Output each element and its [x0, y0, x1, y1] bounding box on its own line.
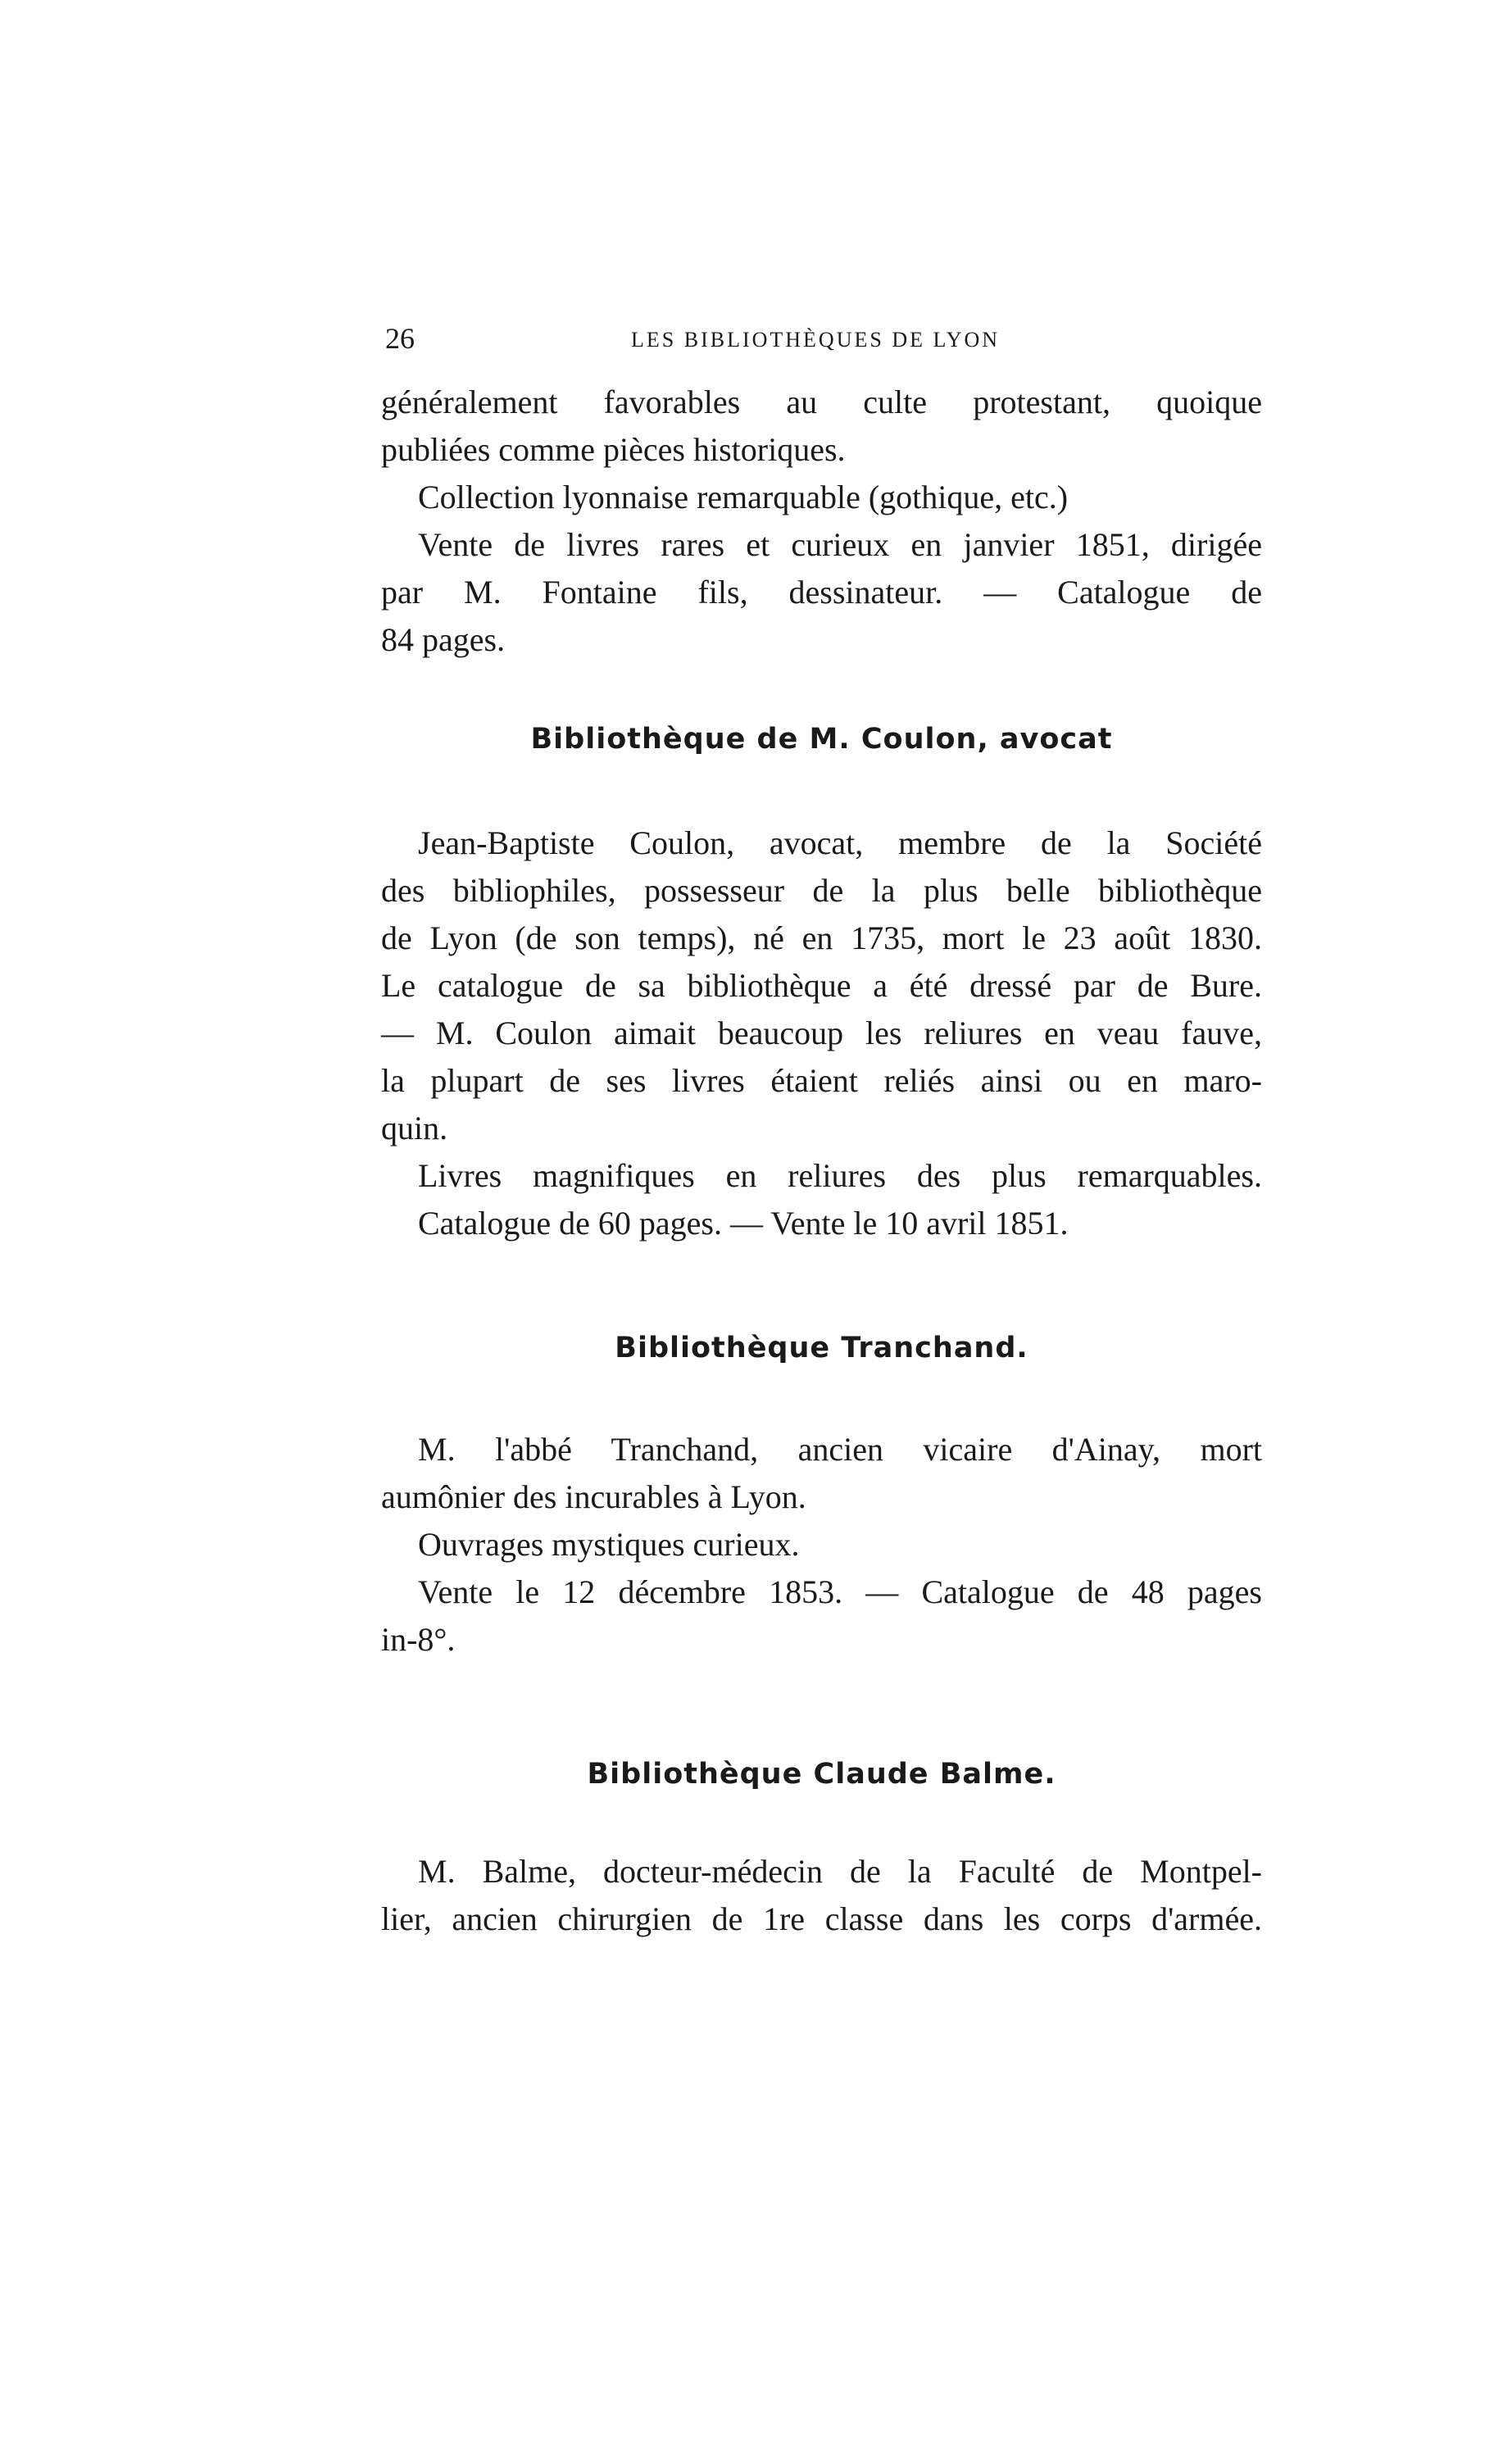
text-line: Ouvrages mystiques curieux.	[418, 1526, 800, 1563]
text-line: généralement favorables au culte protestant, quoique	[381, 384, 1262, 420]
text-line: Vente de livres rares et curieux en janvier 1851, dirigée	[418, 526, 1262, 563]
section-heading-balme: Bibliothèque Claude Balme.	[587, 1758, 1056, 1791]
section-body-tranchand	[381, 1426, 1262, 1664]
section-heading-tranchand: Bibliothèque Tranchand.	[615, 1332, 1028, 1364]
text-line: Collection lyonnaise remarquable (gothique, etc.)	[418, 479, 1069, 515]
text-line: aumônier des incurables à Lyon.	[381, 1478, 806, 1515]
paragraph-continuation	[381, 379, 1262, 664]
page-number: 26	[385, 322, 415, 355]
section-heading-coulon: Bibliothèque de M. Coulon, avocat	[530, 723, 1113, 756]
text-line: quin.	[381, 1110, 448, 1146]
text-line: la plupart de ses livres étaient reliés ainsi ou en maro-	[381, 1062, 1262, 1099]
text-line: Jean-Baptiste Coulon, avocat, membre de la Société	[418, 824, 1262, 861]
text-line: Le catalogue de sa bibliothèque a été dressé par de Bure.	[381, 967, 1262, 1004]
text-line: de Lyon (de son temps), né en 1735, mort le 23 août 1830.	[381, 919, 1262, 956]
text-line: M. l'abbé Tranchand, ancien vicaire d'Ainay, mort	[418, 1431, 1262, 1468]
text-line: Livres magnifiques en reliures des plus remarquables.	[418, 1157, 1262, 1194]
text-line: publiées comme pièces historiques.	[381, 431, 846, 468]
text-line: 84 pages.	[381, 621, 506, 658]
text-line: in-8°.	[381, 1621, 456, 1658]
text-line: Vente le 12 décembre 1853. — Catalogue de 48 pages	[418, 1573, 1262, 1610]
page-header	[385, 321, 1270, 362]
text-line: M. Balme, docteur-médecin de la Faculté de Montpel-	[418, 1853, 1262, 1890]
section-body-coulon	[381, 819, 1262, 1247]
running-title: LES BIBLIOTHÈQUES DE LYON	[631, 328, 1001, 352]
text-line: lier, ancien chirurgien de 1re classe dans les corps d'armée.	[381, 1900, 1262, 1937]
text-line: par M. Fontaine fils, dessinateur. — Catalogue de	[381, 574, 1262, 611]
text-line: — M. Coulon aimait beaucoup les reliures en veau fauve,	[381, 1015, 1262, 1051]
text-line: des bibliophiles, possesseur de la plus belle bibliothèque	[381, 872, 1262, 909]
section-body-balme	[381, 1848, 1262, 1943]
text-line: Catalogue de 60 pages. — Vente le 10 avril 1851.	[418, 1205, 1069, 1242]
